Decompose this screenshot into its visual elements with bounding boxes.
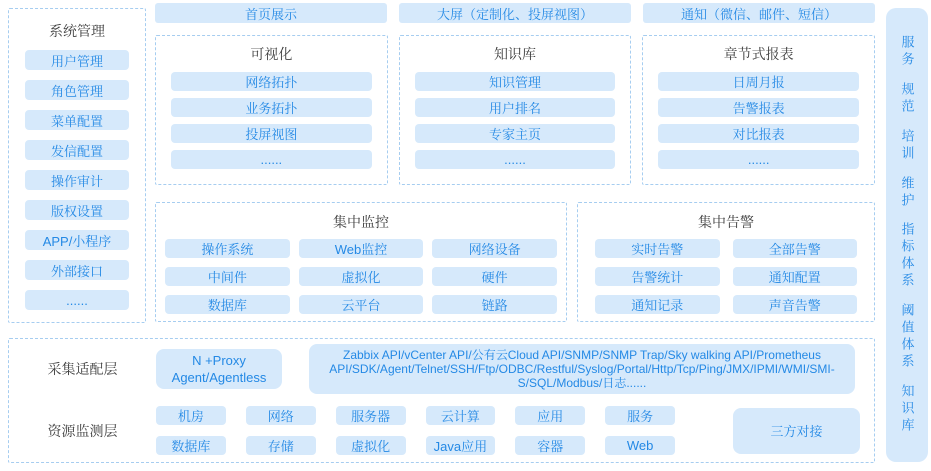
collection-resource-panel — [8, 338, 875, 463]
sidebar-item-operation-audit: 操作审计 — [25, 170, 129, 190]
side-label-training: 培训 — [899, 128, 915, 163]
panel-item-daily-weekly-monthly-report: 日周月报 — [658, 72, 859, 91]
monitor-item-os: 操作系统 — [165, 239, 290, 258]
sidebar-item-external-interface: 外部接口 — [25, 260, 129, 280]
sidebar-item-ellipsis: ...... — [25, 290, 129, 310]
side-label-specification: 规范 — [899, 81, 915, 116]
top-bar-home-display: 首页展示 — [155, 3, 387, 23]
top-bar-big-screen: 大屏（定制化、投屏视图） — [399, 3, 631, 23]
resource-monitoring-label: 资源监测层 — [47, 422, 118, 439]
side-label-indicator-system: 指标体系 — [899, 222, 915, 291]
collection-adapter-label: 采集适配层 — [47, 361, 118, 377]
side-label-maintenance: 维护 — [899, 175, 915, 210]
monitor-item-virtualization: 虚拟化 — [299, 267, 424, 286]
resource-item-cloud-computing: 云计算 — [426, 406, 496, 425]
main-area — [155, 3, 875, 322]
knowledge-base-panel — [399, 35, 632, 185]
visualization-title: 可视化 — [250, 46, 293, 62]
proxy-line1: N +Proxy — [192, 353, 246, 368]
side-label-service: 服务 — [899, 34, 915, 69]
protocols-box: Zabbix API/vCenter API/公有云Cloud API/SNMP/SNMP Trap/Sky walking API/Prometheus API/SDK/Agent/Telnet/SSH/Ftp/ODBC/Restful/Syslog/Portal/Http/Tcp/Ping/JMX/IPMI/WMI/SMI-S/SQL/Modbus/日志...... — [309, 344, 855, 394]
resource-item-database: 数据库 — [156, 436, 226, 455]
side-label-threshold-system: 阈值体系 — [899, 303, 915, 372]
monitor-item-database: 数据库 — [165, 295, 290, 314]
resource-item-storage: 存储 — [246, 436, 316, 455]
chapter-report-title: 章节式报表 — [723, 46, 794, 62]
monitor-item-middleware: 中间件 — [165, 267, 290, 286]
resource-item-server: 服务器 — [336, 406, 406, 425]
side-label-knowledge-base: 知识库 — [899, 384, 915, 436]
central-alarm-panel — [577, 202, 875, 322]
panel-item-expert-homepage: 专家主页 — [415, 124, 616, 143]
visualization-panel — [155, 35, 388, 185]
resource-item-web: Web — [605, 436, 675, 455]
panel-item-knowledge-management: 知识管理 — [415, 72, 616, 91]
resource-item-network: 网络 — [246, 406, 316, 425]
top-bar-row — [155, 3, 875, 23]
resource-item-virtualization: 虚拟化 — [336, 436, 406, 455]
sidebar-item-mail-config: 发信配置 — [25, 140, 129, 160]
alarm-item-realtime-alarm: 实时告警 — [595, 239, 720, 258]
knowledge-base-title: 知识库 — [494, 46, 536, 62]
top-bar-notification: 通知（微信、邮件、短信） — [643, 3, 875, 23]
resource-item-service: 服务 — [605, 406, 675, 425]
resource-item-container: 容器 — [515, 436, 585, 455]
monitor-item-hardware: 硬件 — [432, 267, 557, 286]
panel-item-ellipsis: ...... — [415, 150, 616, 169]
panel-item-user-ranking: 用户排名 — [415, 98, 616, 117]
collection-adapter-row — [9, 339, 874, 399]
sidebar-item-role-management: 角色管理 — [25, 80, 129, 100]
third-party-integration-box: 三方对接 — [733, 408, 860, 454]
panel-item-ellipsis: ...... — [171, 150, 372, 169]
proxy-agent-box — [156, 349, 282, 389]
panel-item-projection-view: 投屏视图 — [171, 124, 372, 143]
monitor-item-network-device: 网络设备 — [432, 239, 557, 258]
alarm-item-sound-alarm: 声音告警 — [733, 295, 858, 314]
alarm-item-alarm-statistics: 告警统计 — [595, 267, 720, 286]
sidebar-item-user-management: 用户管理 — [25, 50, 129, 70]
proxy-line2: Agent/Agentless — [171, 370, 267, 385]
panel-item-business-topology: 业务拓扑 — [171, 98, 372, 117]
panel-item-comparison-report: 对比报表 — [658, 124, 859, 143]
system-management-title: 系统管理 — [49, 23, 105, 39]
alarm-grid — [578, 239, 874, 314]
monitor-item-link: 链路 — [432, 295, 557, 314]
monitor-alarm-row — [155, 202, 875, 322]
panel-item-ellipsis: ...... — [658, 150, 859, 169]
chapter-report-panel — [642, 35, 875, 185]
central-monitoring-panel — [155, 202, 567, 322]
sidebar-item-app-miniprogram: APP/小程序 — [25, 230, 129, 250]
monitor-item-web-monitoring: Web监控 — [299, 239, 424, 258]
sidebar-item-copyright-settings: 版权设置 — [25, 200, 129, 220]
resource-item-server-room: 机房 — [156, 406, 226, 425]
alarm-item-notification-record: 通知记录 — [595, 295, 720, 314]
central-alarm-title: 集中告警 — [698, 214, 754, 230]
alarm-item-all-alarms: 全部告警 — [733, 239, 858, 258]
sidebar-item-menu-config: 菜单配置 — [25, 110, 129, 130]
resource-item-java-application: Java应用 — [426, 436, 496, 455]
panel-item-network-topology: 网络拓扑 — [171, 72, 372, 91]
services-side-column — [886, 8, 928, 462]
alarm-item-notification-config: 通知配置 — [733, 267, 858, 286]
resource-item-application: 应用 — [515, 406, 585, 425]
central-monitoring-title: 集中监控 — [333, 214, 389, 230]
resource-monitoring-row — [9, 399, 874, 462]
monitor-item-cloud-platform: 云平台 — [299, 295, 424, 314]
resource-grid — [156, 406, 675, 455]
panel-item-alarm-report: 告警报表 — [658, 98, 859, 117]
monitoring-grid — [156, 239, 566, 314]
feature-panels-row — [155, 35, 875, 185]
system-management-panel — [8, 8, 146, 323]
